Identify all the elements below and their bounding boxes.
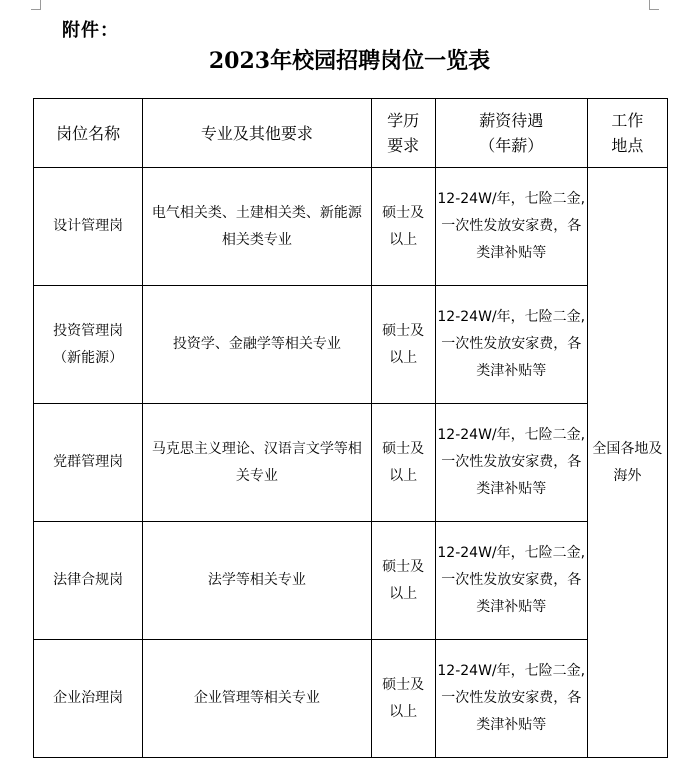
header-location <box>587 99 667 168</box>
page-corner-mark-left <box>31 0 41 10</box>
table-row <box>34 640 668 758</box>
work-location: 全国各地及海外 <box>592 440 663 484</box>
attachment-label: 附件： <box>62 20 119 41</box>
major-cell <box>143 640 371 758</box>
header-major-text: 专业及其他要求 <box>200 123 313 143</box>
salary-cell <box>435 286 587 404</box>
position-cell <box>34 522 143 640</box>
salary-description: 12-24W/年，七险二金,一次性发放安家费，各类津补贴等 <box>437 191 586 261</box>
position-cell <box>34 286 143 404</box>
header-position <box>34 99 143 168</box>
education-cell <box>371 640 435 758</box>
salary-description: 12-24W/年，七险二金,一次性发放安家费，各类津补贴等 <box>437 309 586 379</box>
salary-description: 12-24W/年，七险二金,一次性发放安家费，各类津补贴等 <box>437 427 586 497</box>
position-name: 法律合规岗 <box>53 572 124 588</box>
header-salary-line-1: 薪资待遇 <box>479 111 544 130</box>
position-name: 党群管理岗 <box>53 454 124 470</box>
major-cell <box>143 168 371 286</box>
position-name: 投资管理岗 <box>53 322 124 339</box>
header-education-line-2: 要求 <box>387 136 420 155</box>
header-salary <box>435 99 587 168</box>
major-requirement: 电气相关类、土建相关类、新能源相关类专业 <box>151 204 362 248</box>
recruitment-table <box>33 98 668 758</box>
major-cell <box>143 404 371 522</box>
salary-cell <box>435 522 587 640</box>
salary-description: 12-24W/年，七险二金,一次性发放安家费，各类津补贴等 <box>437 545 586 615</box>
header-education-line-1: 学历 <box>387 111 420 130</box>
table-row <box>34 168 668 286</box>
salary-cell <box>435 640 587 758</box>
education-cell <box>371 286 435 404</box>
page-corner-mark-right <box>649 0 659 10</box>
header-location-line-1: 工作 <box>611 111 644 130</box>
header-major <box>143 99 371 168</box>
position-cell <box>34 168 143 286</box>
header-location-line-2: 地点 <box>611 136 644 155</box>
salary-description: 12-24W/年，七险二金,一次性发放安家费，各类津补贴等 <box>437 663 586 733</box>
major-requirement: 投资学、金融学等相关专业 <box>172 336 341 352</box>
education-requirement: 硕士及以上 <box>382 204 425 248</box>
education-requirement: 硕士及以上 <box>382 440 425 484</box>
salary-cell <box>435 404 587 522</box>
table-header-row <box>34 99 668 168</box>
salary-cell <box>435 168 587 286</box>
table-row <box>34 522 668 640</box>
header-education <box>371 99 435 168</box>
education-requirement: 硕士及以上 <box>382 676 425 720</box>
header-position-text: 岗位名称 <box>56 123 121 143</box>
position-name: 设计管理岗 <box>53 218 124 234</box>
position-cell <box>34 404 143 522</box>
major-requirement: 法学等相关专业 <box>207 572 306 588</box>
major-cell <box>143 522 371 640</box>
education-cell <box>371 168 435 286</box>
header-salary-line-2: （年薪） <box>479 136 544 155</box>
table-row <box>34 404 668 522</box>
position-cell <box>34 640 143 758</box>
major-requirement: 马克思主义理论、汉语言文学等相关专业 <box>151 440 362 484</box>
position-name: 企业治理岗 <box>53 690 124 706</box>
major-cell <box>143 286 371 404</box>
location-cell <box>587 168 667 758</box>
table-row <box>34 286 668 404</box>
education-cell <box>371 522 435 640</box>
education-requirement: 硕士及以上 <box>382 558 425 602</box>
page-title: 2023年校园招聘岗位一览表 <box>208 48 491 74</box>
education-cell <box>371 404 435 522</box>
major-requirement: 企业管理等相关专业 <box>193 690 320 706</box>
position-name-note: （新能源） <box>53 349 124 366</box>
education-requirement: 硕士及以上 <box>382 322 425 366</box>
